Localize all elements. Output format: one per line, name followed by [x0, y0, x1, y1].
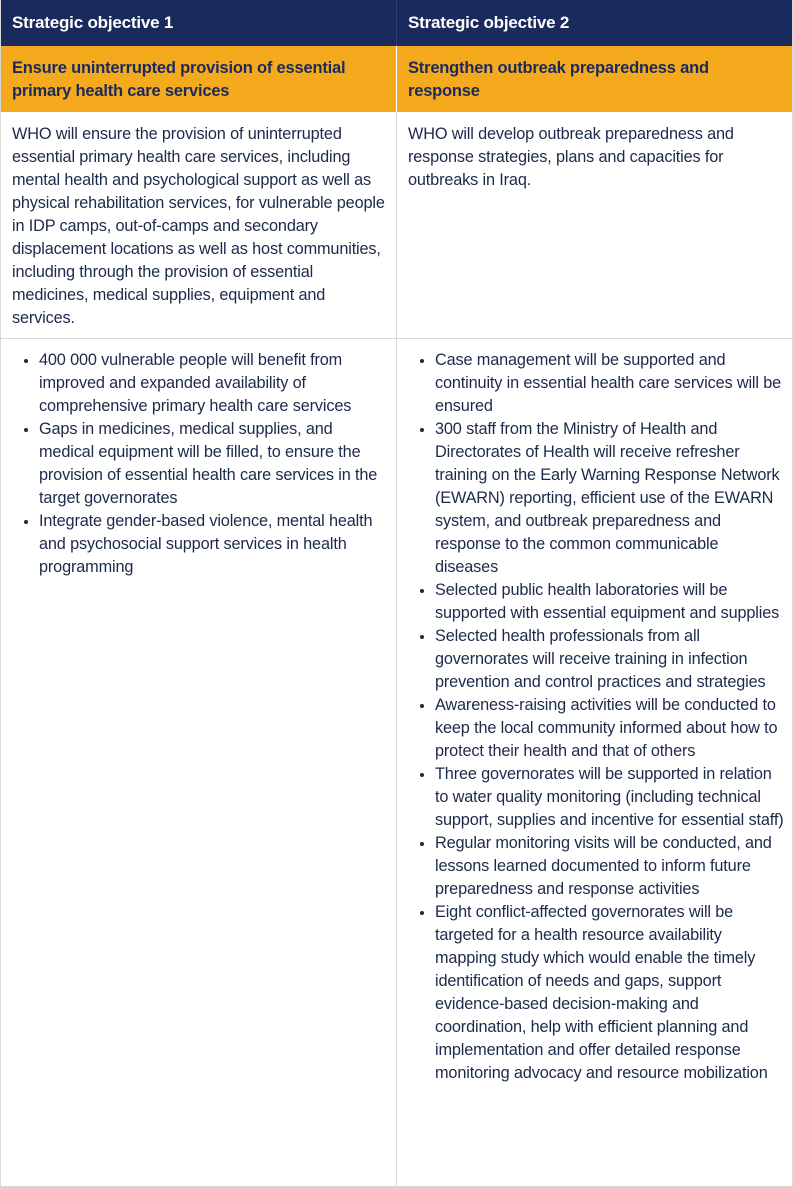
- objective-2-bullet-list: [408, 349, 784, 1085]
- list-item: • Regular monitoring visits will be conducted, and lessons learned documented to inform future preparedness and response activities: [435, 832, 784, 901]
- list-item: • Eight conflict-affected governorates will be targeted for a health resource availability mapping study which would enable the timely identification of needs and gaps, support evidence-based decision-making and coordination, help with efficient planning and implementation and offer detailed response monitoring advocacy and resource mobilization: [435, 901, 784, 1085]
- list-item: • 300 staff from the Ministry of Health and Directorates of Health will receive refresher training on the Early Warning Response Network (EWARN) reporting, efficient use of the EWARN system, and outbreak preparedness and response to the common communicable diseases: [435, 418, 784, 579]
- list-item: • Three governorates will be supported in relation to water quality monitoring (including technical support, supplies and incentive for essential staff): [435, 763, 784, 832]
- list-item: • Case management will be supported and continuity in essential health care services will be ensured: [435, 349, 784, 418]
- objective-1-subheader: Ensure uninterrupted provision of essential primary health care services: [0, 46, 396, 112]
- list-item: • Awareness-raising activities will be conducted to keep the local community informed about how to protect their health and that of others: [435, 694, 784, 763]
- objective-1-header: Strategic objective 1: [0, 0, 396, 46]
- objective-1-description: WHO will ensure the provision of uninterrupted essential primary health care services, including mental health and psychological support as well as physical rehabilitation services, for vulnerable people in IDP camps, out-of-camps and secondary displacement locations as well as host communities, including through the provision of essential medicines, medical supplies, equipment and services.: [0, 112, 396, 339]
- list-item: • Gaps in medicines, medical supplies, and medical equipment will be filled, to ensure the provision of essential health care services in the target governorates: [39, 418, 388, 510]
- list-item: • Selected health professionals from all governorates will receive training in infection prevention and control practices and strategies: [435, 625, 784, 694]
- objective-2-header: Strategic objective 2: [396, 0, 793, 46]
- list-item: • Integrate gender-based violence, mental health and psychosocial support services in health programming: [39, 510, 388, 579]
- objective-2-activities: [396, 339, 793, 1187]
- objective-1-activities: [0, 339, 396, 1187]
- objective-2-subheader: Strengthen outbreak preparedness and response: [396, 46, 793, 112]
- list-item: • 400 000 vulnerable people will benefit from improved and expanded availability of comprehensive primary health care services: [39, 349, 388, 418]
- objective-2-description: WHO will develop outbreak preparedness and response strategies, plans and capacities for outbreaks in Iraq.: [396, 112, 793, 339]
- objective-1-bullet-list: [12, 349, 388, 579]
- list-item: • Selected public health laboratories will be supported with essential equipment and supplies: [435, 579, 784, 625]
